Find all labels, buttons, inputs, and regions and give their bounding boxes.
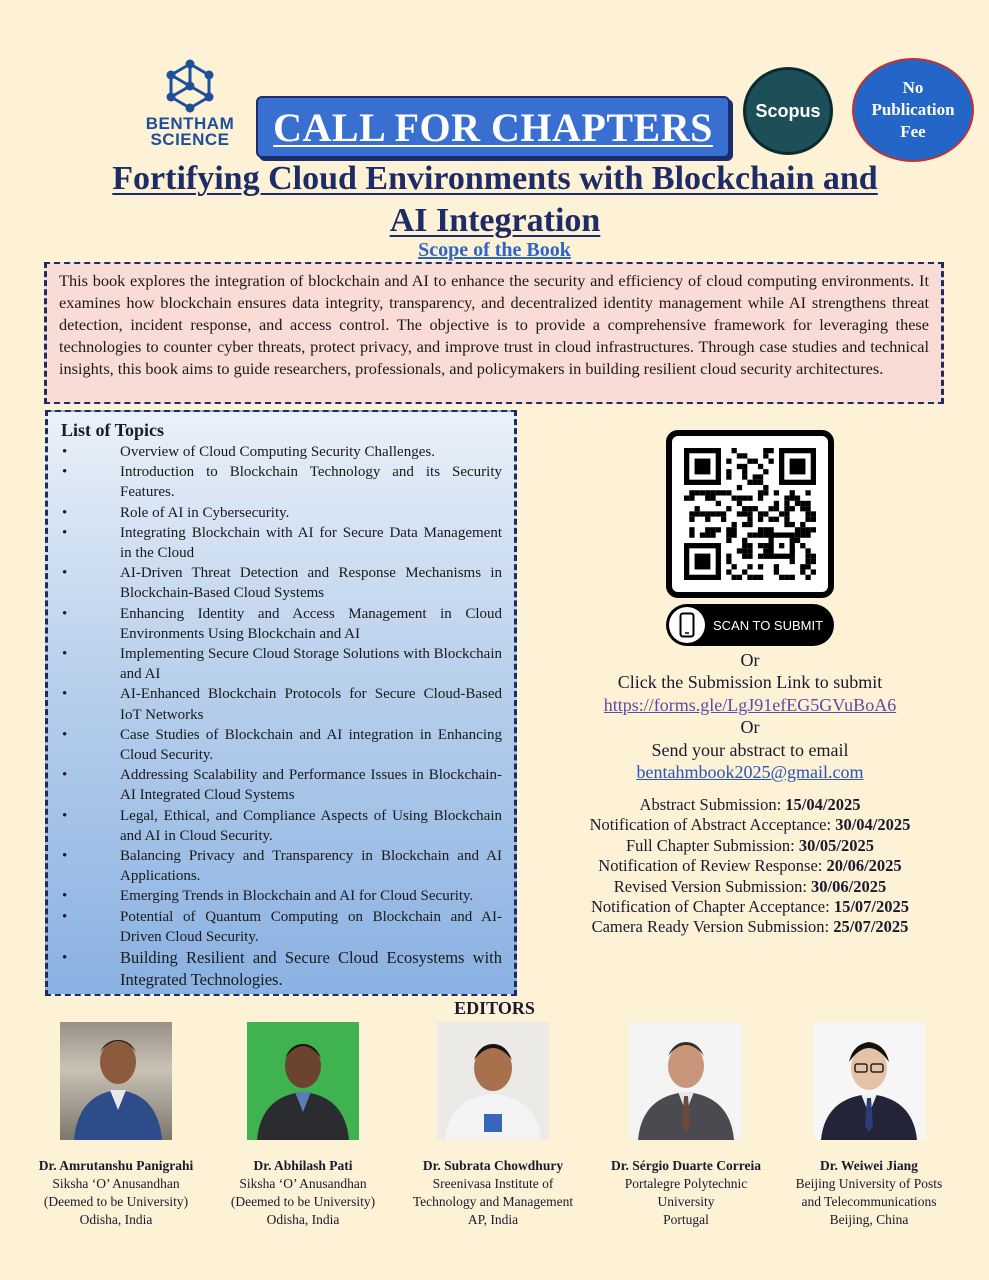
date-label: Notification of Abstract Acceptance: — [589, 815, 836, 835]
book-title — [30, 158, 960, 242]
topics-heading: List of Topics — [61, 420, 165, 440]
topic-item: • Addressing Scalability and Performance Issues in Blockchain-AI Integrated Cloud Systems — [61, 765, 502, 805]
topic-item: • AI-Enhanced Blockchain Protocols for Secure Cloud-Based IoT Networks — [61, 684, 502, 724]
editor-location: Beijing, China — [829, 1212, 909, 1227]
date-label: Notification of Chapter Acceptance: — [591, 897, 834, 917]
date-row — [550, 917, 950, 937]
editor-location: Odisha, India — [79, 1212, 153, 1227]
or-text-2: Or — [740, 717, 760, 737]
no-fee-line-3: Fee — [900, 122, 926, 141]
editor-location: Odisha, India — [266, 1212, 340, 1227]
editor-name: Dr. Abhilash Pati — [253, 1158, 353, 1173]
logo-text-bentham: BENTHAM — [145, 114, 235, 133]
topic-item: • Legal, Ethical, and Compliance Aspects of Using Blockchain and AI in Cloud Security. — [61, 806, 502, 846]
editor-photo — [437, 1022, 549, 1140]
editor-card — [774, 1022, 964, 1229]
date-label: Abstract Submission: — [639, 795, 786, 814]
important-dates — [550, 795, 950, 938]
or-text-1: Or — [740, 650, 760, 670]
editor-affiliation: Technology and Management — [412, 1194, 574, 1209]
date-row — [550, 836, 950, 856]
date-value: 30/04/2025 — [835, 815, 911, 835]
bentham-science-logo — [140, 58, 240, 154]
date-label: Notification of Review Response: — [598, 856, 827, 876]
editor-name: Dr. Subrata Chowdhury — [422, 1158, 564, 1173]
scan-to-submit-badge — [666, 604, 834, 646]
date-row — [550, 795, 950, 815]
logo-text-science: SCIENCE — [150, 130, 230, 149]
no-fee-line-2: Publication — [871, 100, 955, 119]
editor-photo — [630, 1022, 742, 1140]
editor-location: AP, India — [467, 1212, 519, 1227]
date-value: 20/06/2025 — [826, 856, 902, 876]
book-title-line-2: AI Integration — [389, 202, 601, 239]
call-for-chapters-banner — [256, 96, 730, 158]
qr-code-icon — [684, 448, 816, 580]
date-row — [550, 897, 950, 917]
date-label: Camera Ready Version Submission: — [591, 917, 834, 937]
topic-item: • Enhancing Identity and Access Management in Cloud Environments Using Blockchain and AI — [61, 604, 502, 644]
editor-affiliation: University — [657, 1194, 715, 1209]
scope-box — [44, 262, 944, 404]
no-publication-fee-badge — [852, 58, 974, 162]
editor-name: Dr. Amrutanshu Panigrahi — [38, 1158, 194, 1173]
editor-card — [208, 1022, 398, 1229]
scope-text: This book explores the integration of blockchain and AI to enhance the security and efficiency of cloud computing environments. It examines how blockchain ensures data integrity, transparency, and decentralized identity management while AI strengthens threat detection, incident response, and access control. The objective is to provide a comprehensive framework for leveraging these technologies to counter cyber threats, protect privacy, and improve trust in cloud infrastructures. Through case studies and technical insights, this book aims to guide researchers, professionals, and policymakers in building resilient cloud security architectures. — [59, 271, 929, 378]
editor-affiliation: (Deemed to be University) — [230, 1194, 376, 1209]
date-row — [550, 877, 950, 897]
no-fee-line-1: No — [902, 78, 924, 97]
editor-affiliation: and Telecommunications — [801, 1194, 937, 1209]
scope-heading: Scope of the Book — [418, 239, 571, 261]
molecule-icon — [161, 58, 219, 116]
topic-item: • Implementing Secure Cloud Storage Solutions with Blockchain and AI — [61, 644, 502, 684]
qr-code[interactable] — [666, 430, 834, 598]
editor-photo — [247, 1022, 359, 1140]
editor-affiliation: Beijing University of Posts — [795, 1176, 943, 1191]
submission-link[interactable]: https://forms.gle/LgJ91efEG5GVuBoA6 — [603, 695, 897, 715]
date-value: 15/07/2025 — [833, 897, 909, 917]
topic-item: • Emerging Trends in Blockchain and AI for Cloud Security. — [61, 886, 502, 906]
topic-item: • Potential of Quantum Computing on Blockchain and AI-Driven Cloud Security. — [61, 907, 502, 947]
date-value: 30/05/2025 — [798, 835, 874, 855]
scopus-badge: Scopus — [743, 67, 833, 155]
call-for-chapters-text: CALL FOR CHAPTERS — [273, 104, 713, 150]
editor-location: Portugal — [663, 1212, 709, 1227]
phone-icon — [669, 607, 705, 643]
editor-card — [398, 1022, 588, 1229]
editor-photo — [60, 1022, 172, 1140]
date-row — [550, 856, 950, 876]
date-label: Revised Version Submission: — [613, 876, 812, 896]
editor-affiliation: Sreenivasa Institute of — [432, 1176, 554, 1191]
editor-affiliation: (Deemed to be University) — [43, 1194, 189, 1209]
topic-item: • Overview of Cloud Computing Security Challenges. — [61, 442, 502, 462]
editor-affiliation: Siksha ‘O’ Anusandhan — [52, 1176, 180, 1191]
date-label: Full Chapter Submission: — [626, 835, 799, 855]
editor-photo — [813, 1022, 925, 1140]
date-value: 25/07/2025 — [833, 917, 909, 937]
topic-item: • Building Resilient and Secure Cloud Ecosystems with Integrated Technologies. — [61, 947, 502, 991]
editor-name: Dr. Sérgio Duarte Correia — [611, 1158, 761, 1173]
date-row — [550, 815, 950, 835]
topic-item: • AI-Driven Threat Detection and Response Mechanisms in Blockchain-Based Cloud Systems — [61, 563, 502, 603]
topic-item: • Introduction to Blockchain Technology and its Security Features. — [61, 462, 502, 502]
topics-box — [45, 410, 517, 996]
email-link[interactable]: bentahmbook2025@gmail.com — [636, 762, 864, 782]
topic-item: • Case Studies of Blockchain and AI integration in Enhancing Cloud Security. — [61, 725, 502, 765]
send-email-text: Send your abstract to email — [651, 740, 849, 760]
date-value: 30/06/2025 — [811, 876, 887, 896]
editor-affiliation: Portalegre Polytechnic — [624, 1176, 748, 1191]
editors-heading: EDITORS — [454, 998, 535, 1018]
editor-name: Dr. Weiwei Jiang — [820, 1158, 918, 1173]
scan-to-submit-label: SCAN TO SUBMIT — [713, 617, 824, 633]
book-title-line-1: Fortifying Cloud Environments with Blockchain and — [112, 160, 878, 197]
editor-affiliation: Siksha ‘O’ Anusandhan — [239, 1176, 367, 1191]
topic-item: • Balancing Privacy and Transparency in Blockchain and AI Applications. — [61, 846, 502, 886]
topic-item: • Integrating Blockchain with AI for Secure Data Management in the Cloud — [61, 523, 502, 563]
editor-card — [21, 1022, 211, 1229]
topic-item: • Role of AI in Cybersecurity. — [61, 503, 502, 523]
date-value: 15/04/2025 — [785, 795, 861, 814]
editor-card — [591, 1022, 781, 1229]
click-submission-text: Click the Submission Link to submit — [617, 672, 883, 692]
